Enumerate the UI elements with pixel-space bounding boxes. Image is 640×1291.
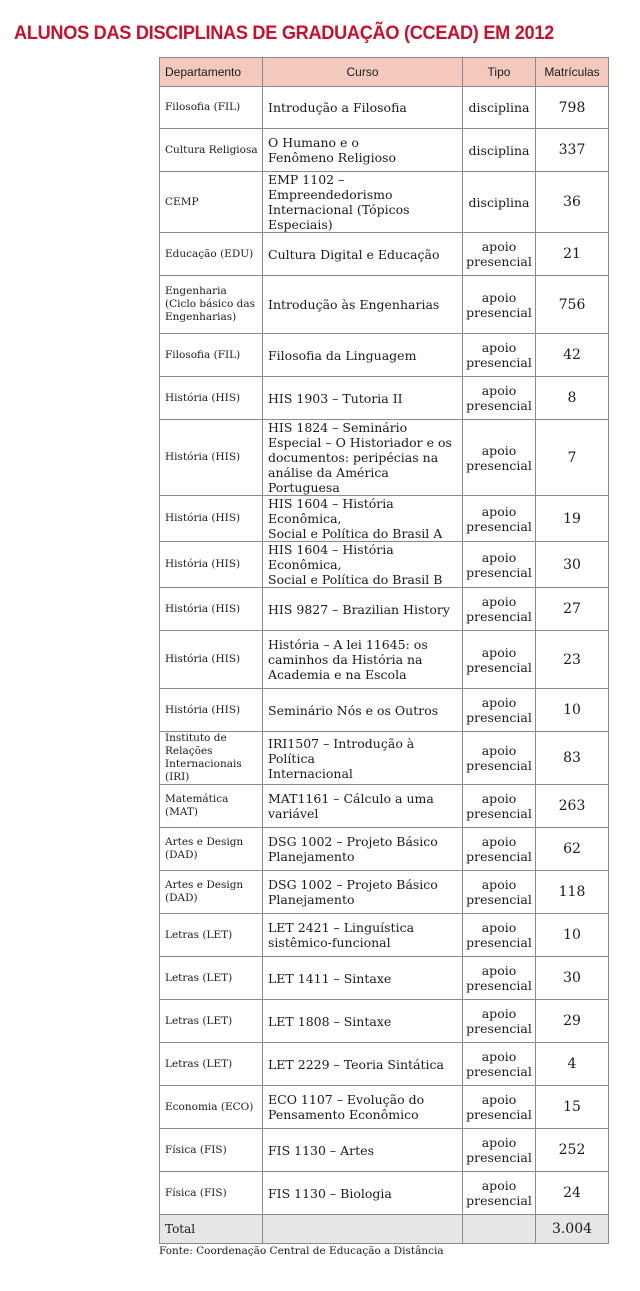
cell-departamento: Filosofia (FIL): [160, 87, 263, 129]
cell-departamento: História (HIS): [160, 588, 263, 631]
header-tipo: Tipo: [463, 58, 536, 87]
table-row: [160, 377, 609, 420]
cell-curso: FIS 1130 – Biologia: [263, 1172, 463, 1215]
cell-matriculas: 19: [536, 496, 609, 542]
cell-curso: LET 2421 – Linguística sistêmico-funcional: [263, 914, 463, 957]
cell-tipo: disciplina: [463, 172, 536, 233]
cell-curso: O Humano e o Fenômeno Religioso: [263, 129, 463, 172]
cell-curso: LET 1808 – Sintaxe: [263, 1000, 463, 1043]
cell-tipo: apoio presencial: [463, 588, 536, 631]
source-note: Fonte: Coordenação Central de Educação a Distância: [159, 1245, 444, 1257]
enrollment-table: [159, 57, 609, 1244]
cell-departamento: CEMP: [160, 172, 263, 233]
cell-tipo: apoio presencial: [463, 1086, 536, 1129]
table-row: [160, 588, 609, 631]
cell-matriculas: 8: [536, 377, 609, 420]
cell-departamento: Educação (EDU): [160, 233, 263, 276]
cell-curso: HIS 9827 – Brazilian History: [263, 588, 463, 631]
table-row: [160, 420, 609, 496]
cell-curso: DSG 1002 – Projeto Básico Planejamento: [263, 828, 463, 871]
cell-curso: FIS 1130 – Artes: [263, 1129, 463, 1172]
table-row: [160, 496, 609, 542]
cell-tipo: apoio presencial: [463, 914, 536, 957]
cell-matriculas: 24: [536, 1172, 609, 1215]
table-row: [160, 129, 609, 172]
cell-departamento: Filosofia (FIL): [160, 334, 263, 377]
cell-departamento: História (HIS): [160, 377, 263, 420]
table-row: [160, 172, 609, 233]
cell-curso: Filosofia da Linguagem: [263, 334, 463, 377]
cell-matriculas: 21: [536, 233, 609, 276]
table-row: [160, 1129, 609, 1172]
cell-curso: DSG 1002 – Projeto Básico Planejamento: [263, 871, 463, 914]
table-row: [160, 233, 609, 276]
cell-departamento: Artes e Design (DAD): [160, 828, 263, 871]
cell-curso: MAT1161 – Cálculo a uma variável: [263, 785, 463, 828]
cell-tipo: apoio presencial: [463, 377, 536, 420]
cell-departamento: Letras (LET): [160, 914, 263, 957]
total-empty-cell: [263, 1215, 463, 1244]
cell-matriculas: 15: [536, 1086, 609, 1129]
cell-tipo: apoio presencial: [463, 1129, 536, 1172]
cell-tipo: apoio presencial: [463, 689, 536, 732]
cell-tipo: apoio presencial: [463, 1172, 536, 1215]
cell-matriculas: 29: [536, 1000, 609, 1043]
cell-departamento: Economia (ECO): [160, 1086, 263, 1129]
cell-tipo: apoio presencial: [463, 334, 536, 377]
cell-matriculas: 23: [536, 631, 609, 689]
cell-tipo: apoio presencial: [463, 732, 536, 785]
cell-matriculas: 30: [536, 542, 609, 588]
cell-matriculas: 118: [536, 871, 609, 914]
cell-tipo: apoio presencial: [463, 496, 536, 542]
cell-tipo: disciplina: [463, 129, 536, 172]
cell-matriculas: 27: [536, 588, 609, 631]
cell-departamento: História (HIS): [160, 689, 263, 732]
table-header-row: [160, 58, 609, 87]
cell-tipo: apoio presencial: [463, 828, 536, 871]
cell-tipo: apoio presencial: [463, 871, 536, 914]
table-row: [160, 828, 609, 871]
cell-departamento: História (HIS): [160, 496, 263, 542]
cell-matriculas: 30: [536, 957, 609, 1000]
cell-departamento: Artes e Design (DAD): [160, 871, 263, 914]
cell-tipo: apoio presencial: [463, 420, 536, 496]
header-matriculas: Matrículas: [536, 58, 609, 87]
cell-curso: Seminário Nós e os Outros: [263, 689, 463, 732]
cell-curso: HIS 1604 – História Econômica, Social e Política do Brasil B: [263, 542, 463, 588]
table-row: [160, 785, 609, 828]
cell-matriculas: 798: [536, 87, 609, 129]
cell-tipo: apoio presencial: [463, 542, 536, 588]
table-row: [160, 689, 609, 732]
table-body: [160, 87, 609, 1215]
cell-matriculas: 4: [536, 1043, 609, 1086]
cell-matriculas: 252: [536, 1129, 609, 1172]
cell-departamento: História (HIS): [160, 420, 263, 496]
cell-matriculas: 62: [536, 828, 609, 871]
cell-tipo: apoio presencial: [463, 233, 536, 276]
cell-departamento: Matemática (MAT): [160, 785, 263, 828]
cell-tipo: apoio presencial: [463, 957, 536, 1000]
cell-curso: HIS 1824 – Seminário Especial – O Historiador e os documentos: peripécias na análise da América Portuguesa: [263, 420, 463, 496]
cell-departamento: Letras (LET): [160, 1043, 263, 1086]
cell-tipo: apoio presencial: [463, 631, 536, 689]
cell-curso: LET 1411 – Sintaxe: [263, 957, 463, 1000]
cell-curso: HIS 1903 – Tutoria II: [263, 377, 463, 420]
header-departamento: Departamento: [160, 58, 263, 87]
cell-matriculas: 83: [536, 732, 609, 785]
cell-curso: Introdução a Filosofia: [263, 87, 463, 129]
cell-departamento: Engenharia (Ciclo básico das Engenharias): [160, 276, 263, 334]
cell-curso: Introdução às Engenharias: [263, 276, 463, 334]
cell-departamento: Instituto de Relações Internacionais (IRI): [160, 732, 263, 785]
cell-matriculas: 337: [536, 129, 609, 172]
table-row: [160, 87, 609, 129]
table-row: [160, 1000, 609, 1043]
table-row: [160, 1043, 609, 1086]
total-value: 3.004: [536, 1215, 609, 1244]
cell-curso: ECO 1107 – Evolução do Pensamento Econômico: [263, 1086, 463, 1129]
cell-departamento: História (HIS): [160, 631, 263, 689]
total-empty-cell: [463, 1215, 536, 1244]
cell-tipo: disciplina: [463, 87, 536, 129]
table-row: [160, 276, 609, 334]
table-row: [160, 914, 609, 957]
table-row: [160, 1172, 609, 1215]
cell-matriculas: 10: [536, 689, 609, 732]
total-row: [160, 1215, 609, 1244]
table-row: [160, 732, 609, 785]
cell-tipo: apoio presencial: [463, 1043, 536, 1086]
cell-matriculas: 42: [536, 334, 609, 377]
table-row: [160, 1086, 609, 1129]
cell-departamento: Física (FIS): [160, 1129, 263, 1172]
table-row: [160, 631, 609, 689]
cell-departamento: Letras (LET): [160, 1000, 263, 1043]
cell-tipo: apoio presencial: [463, 276, 536, 334]
header-curso: Curso: [263, 58, 463, 87]
cell-departamento: Letras (LET): [160, 957, 263, 1000]
cell-curso: HIS 1604 – História Econômica, Social e Política do Brasil A: [263, 496, 463, 542]
cell-matriculas: 263: [536, 785, 609, 828]
cell-curso: Cultura Digital e Educação: [263, 233, 463, 276]
cell-curso: História – A lei 11645: os caminhos da História na Academia e na Escola: [263, 631, 463, 689]
cell-tipo: apoio presencial: [463, 1000, 536, 1043]
table-row: [160, 957, 609, 1000]
cell-curso: IRI1507 – Introdução à Política Internacional: [263, 732, 463, 785]
cell-matriculas: 36: [536, 172, 609, 233]
table-row: [160, 871, 609, 914]
table-row: [160, 334, 609, 377]
cell-tipo: apoio presencial: [463, 785, 536, 828]
total-label: Total: [160, 1215, 263, 1244]
cell-departamento: História (HIS): [160, 542, 263, 588]
cell-curso: LET 2229 – Teoria Sintática: [263, 1043, 463, 1086]
cell-matriculas: 7: [536, 420, 609, 496]
cell-matriculas: 10: [536, 914, 609, 957]
cell-departamento: Física (FIS): [160, 1172, 263, 1215]
cell-curso: EMP 1102 – Empreendedorismo Internacional (Tópicos Especiais): [263, 172, 463, 233]
table-row: [160, 542, 609, 588]
cell-departamento: Cultura Religiosa: [160, 129, 263, 172]
page-title: ALUNOS DAS DISCIPLINAS DE GRADUAÇÃO (CCEAD) EM 2012: [14, 22, 554, 44]
cell-matriculas: 756: [536, 276, 609, 334]
